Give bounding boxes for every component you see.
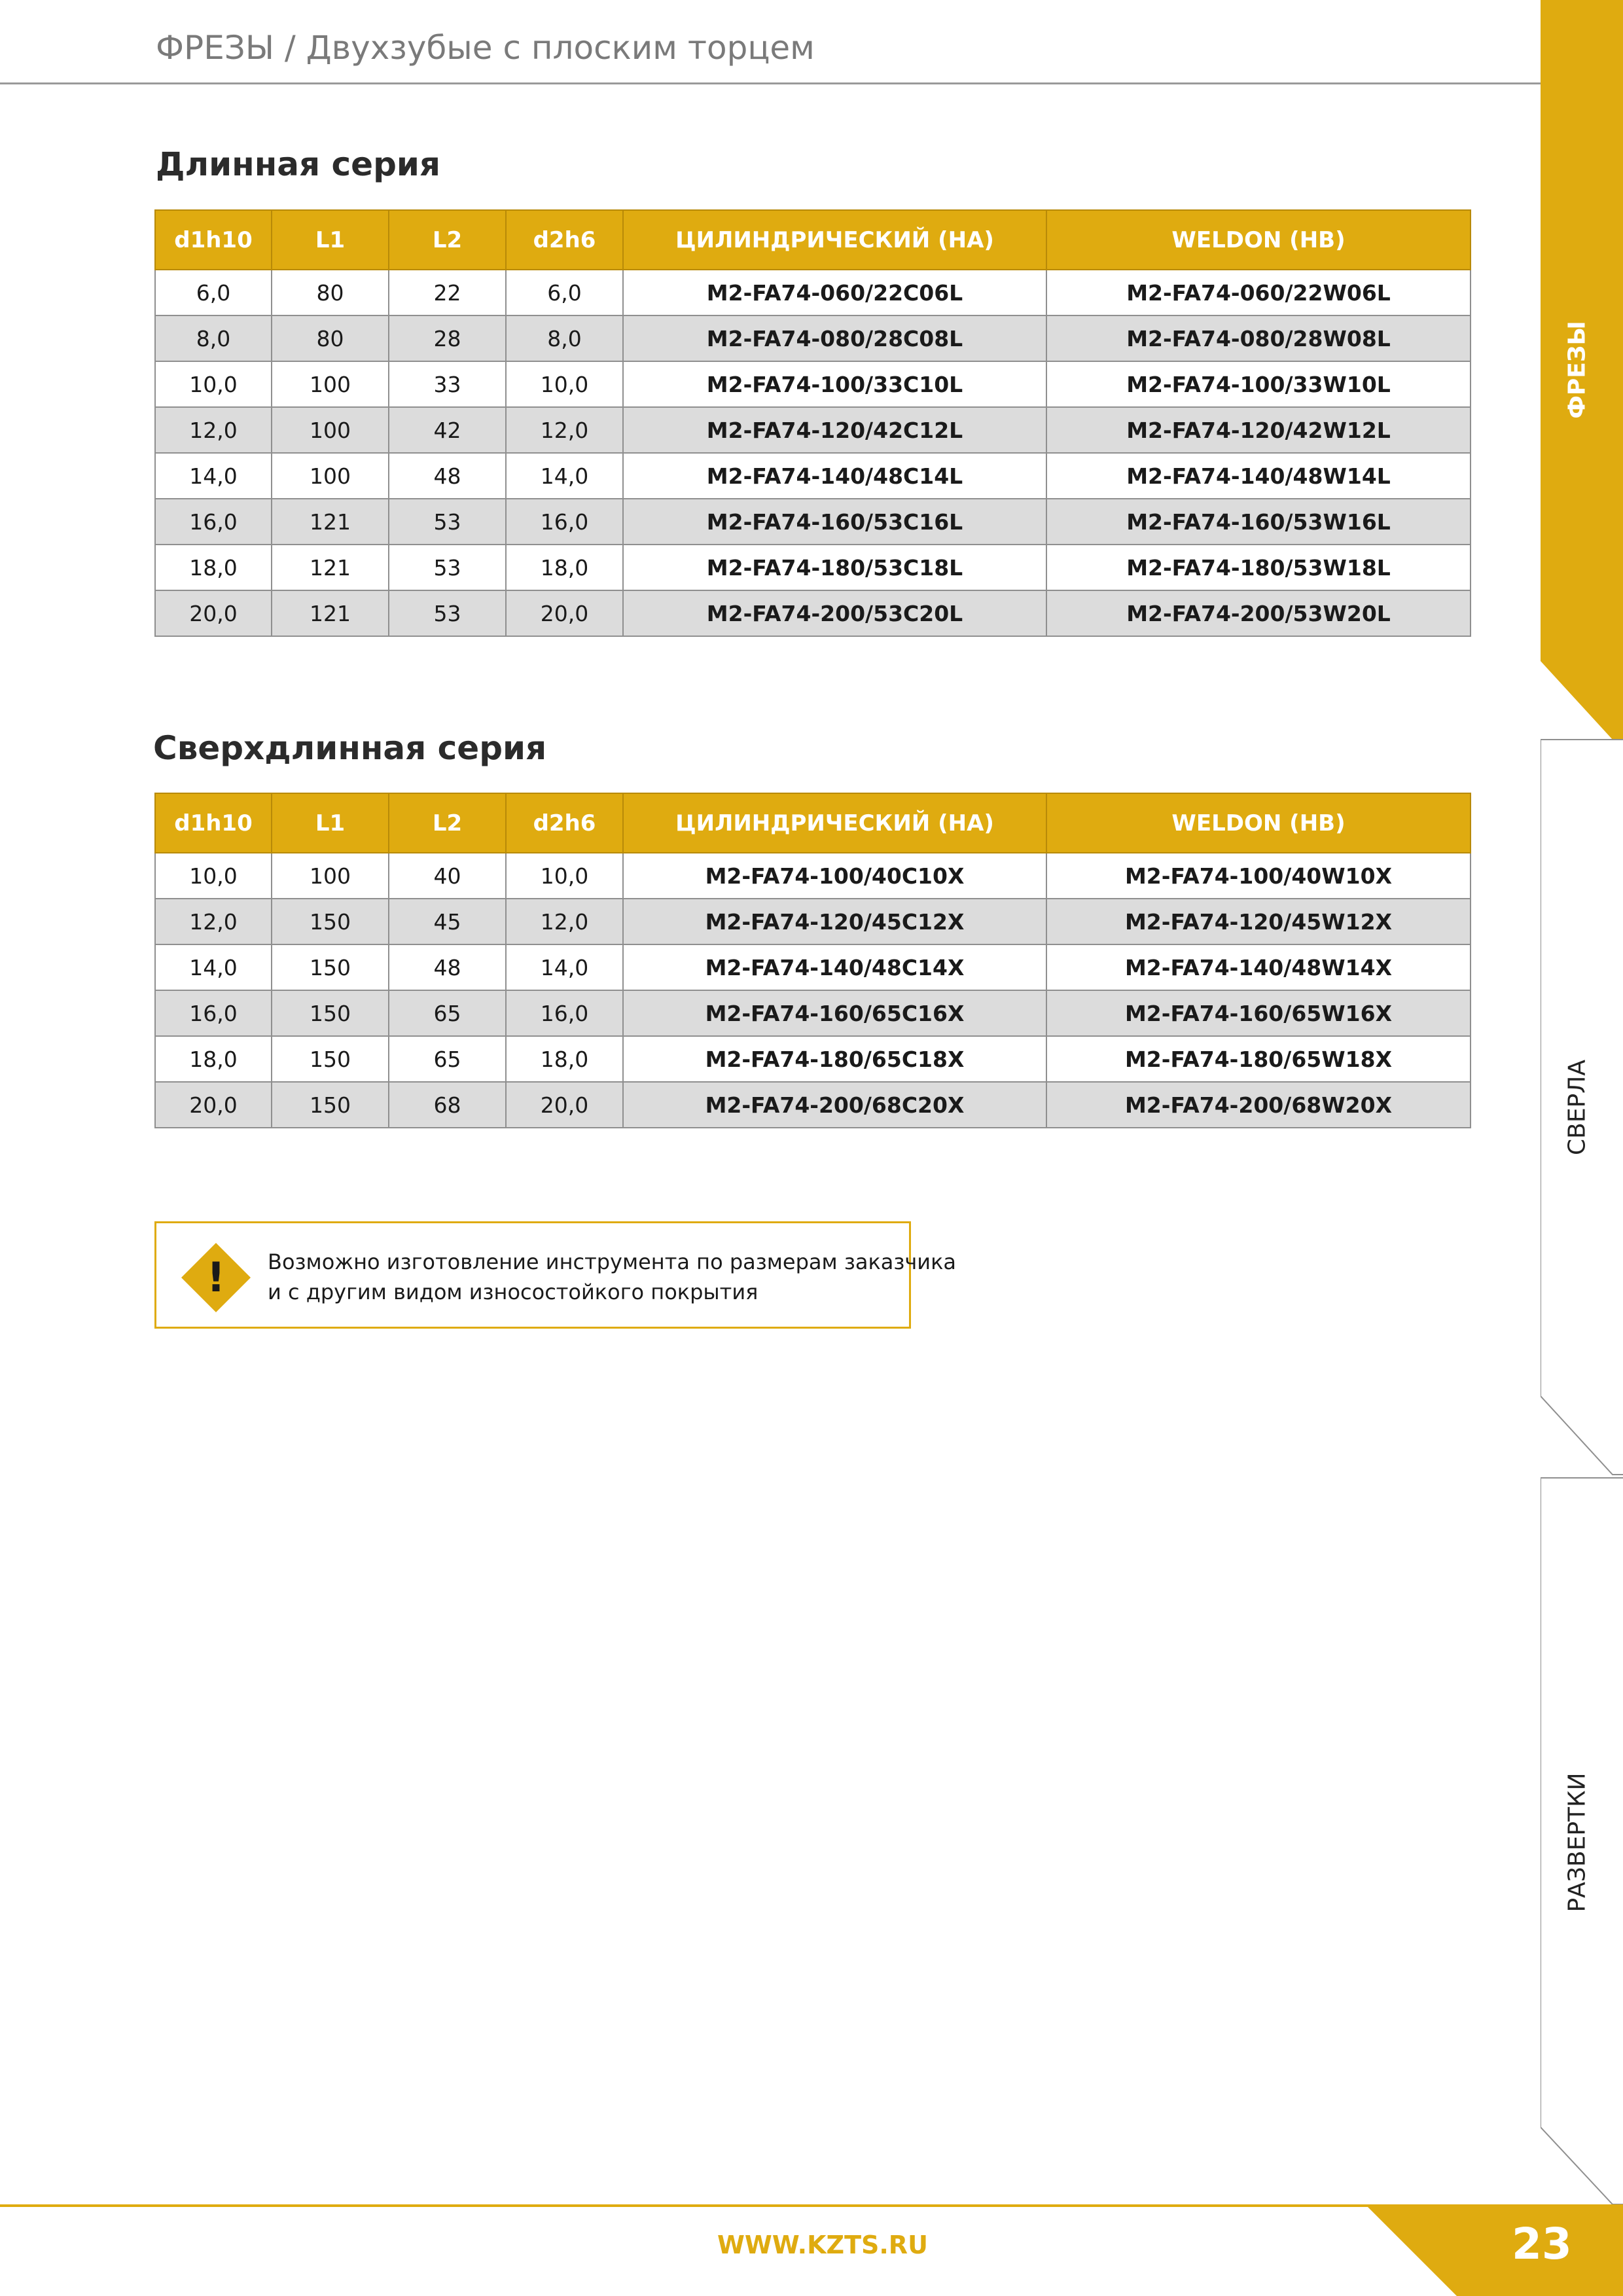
note-box [154,1221,957,1329]
product-code-cell: M2-FA74-080/28C08L [623,315,1046,361]
product-code-cell: M2-FA74-200/68W20X [1046,1082,1471,1128]
dimension-cell: 33 [389,361,506,407]
product-code-cell: M2-FA74-060/22C06L [623,270,1046,315]
column-header: WELDON (HB) [1046,210,1471,270]
dimension-cell: 100 [272,407,389,453]
dimension-cell: 18,0 [155,1036,272,1082]
product-code-cell: M2-FA74-140/48C14X [623,944,1046,990]
spec-table-extra-long-series [154,793,1471,1128]
product-code-cell: M2-FA74-180/53C18L [623,545,1046,590]
dimension-cell: 53 [389,545,506,590]
table-row [155,944,1471,990]
dimension-cell: 18,0 [506,545,623,590]
column-header: L1 [272,793,389,853]
dimension-cell: 53 [389,499,506,545]
table-row [155,545,1471,590]
table-row [155,361,1471,407]
dimension-cell: 6,0 [155,270,272,315]
table-row [155,407,1471,453]
dimension-cell: 20,0 [155,1082,272,1128]
column-header: L1 [272,210,389,270]
column-header: d2h6 [506,793,623,853]
dimension-cell: 65 [389,990,506,1036]
dimension-cell: 18,0 [506,1036,623,1082]
product-code-cell: M2-FA74-200/53C20L [623,590,1046,636]
header-divider [0,82,1542,84]
dimension-cell: 20,0 [506,590,623,636]
product-code-cell: M2-FA74-160/65C16X [623,990,1046,1036]
column-header: ЦИЛИНДРИЧЕСКИЙ (HA) [623,210,1046,270]
dimension-cell: 22 [389,270,506,315]
dimension-cell: 53 [389,590,506,636]
column-header: d2h6 [506,210,623,270]
product-code-cell: M2-FA74-140/48W14L [1046,453,1471,499]
section-title-long-series: Длинная серия [156,145,441,183]
dimension-cell: 121 [272,545,389,590]
product-code-cell: M2-FA74-180/65C18X [623,1036,1046,1082]
dimension-cell: 14,0 [155,453,272,499]
product-code-cell: M2-FA74-100/40C10X [623,853,1046,899]
dimension-cell: 10,0 [155,361,272,407]
dimension-cell: 16,0 [155,499,272,545]
product-code-cell: M2-FA74-180/53W18L [1046,545,1471,590]
dimension-cell: 80 [272,270,389,315]
table-row [155,853,1471,899]
dimension-cell: 150 [272,944,389,990]
dimension-cell: 10,0 [155,853,272,899]
product-code-cell: M2-FA74-060/22W06L [1046,270,1471,315]
table-row [155,499,1471,545]
product-code-cell: M2-FA74-100/40W10X [1046,853,1471,899]
table-header-row [155,793,1471,853]
product-code-cell: M2-FA74-200/53W20L [1046,590,1471,636]
product-code-cell: M2-FA74-140/48C14L [623,453,1046,499]
column-header: L2 [389,793,506,853]
dimension-cell: 121 [272,590,389,636]
table-row [155,315,1471,361]
column-header: L2 [389,210,506,270]
dimension-cell: 14,0 [506,944,623,990]
dimension-cell: 150 [272,899,389,944]
dimension-cell: 16,0 [506,499,623,545]
dimension-cell: 10,0 [506,361,623,407]
product-code-cell: M2-FA74-180/65W18X [1046,1036,1471,1082]
column-header: WELDON (HB) [1046,793,1471,853]
product-code-cell: M2-FA74-140/48W14X [1046,944,1471,990]
dimension-cell: 100 [272,361,389,407]
page-header-title: ФРЕЗЫ / Двухзубые с плоским торцем [156,29,815,67]
product-code-cell: M2-FA74-100/33W10L [1046,361,1471,407]
table-row [155,1082,1471,1128]
table-header-row [155,210,1471,270]
product-code-cell: M2-FA74-160/53W16L [1046,499,1471,545]
side-tab-razvertki-label[interactable]: РАЗВЕРТКИ [1563,1772,1591,1912]
dimension-cell: 12,0 [506,899,623,944]
dimension-cell: 18,0 [155,545,272,590]
dimension-cell: 150 [272,990,389,1036]
column-header: d1h10 [155,793,272,853]
warning-icon [180,1242,252,1314]
table-row [155,1036,1471,1082]
product-code-cell: M2-FA74-120/45C12X [623,899,1046,944]
side-tab-sverla-label[interactable]: СВЕРЛА [1563,1060,1591,1155]
dimension-cell: 68 [389,1082,506,1128]
product-code-cell: M2-FA74-160/53C16L [623,499,1046,545]
warning-icon-glyph: ! [206,1253,226,1301]
dimension-cell: 65 [389,1036,506,1082]
table-row [155,899,1471,944]
dimension-cell: 100 [272,853,389,899]
dimension-cell: 10,0 [506,853,623,899]
product-code-cell: M2-FA74-080/28W08L [1046,315,1471,361]
dimension-cell: 8,0 [506,315,623,361]
table-row [155,990,1471,1036]
product-code-cell: M2-FA74-200/68C20X [623,1082,1046,1128]
spec-table-long-series [154,209,1471,637]
footer-url-link[interactable]: WWW.KZTS.RU [717,2231,928,2259]
note-line: и с другим видом износостойкого покрытия [268,1280,758,1304]
product-code-cell: M2-FA74-100/33C10L [623,361,1046,407]
dimension-cell: 14,0 [506,453,623,499]
page-number-corner [1366,2206,1623,2296]
dimension-cell: 20,0 [155,590,272,636]
product-code-cell: M2-FA74-120/45W12X [1046,899,1471,944]
dimension-cell: 16,0 [155,990,272,1036]
side-tab-frezy-label[interactable]: ФРЕЗЫ [1563,321,1591,419]
table-row [155,270,1471,315]
table-row [155,590,1471,636]
dimension-cell: 100 [272,453,389,499]
dimension-cell: 80 [272,315,389,361]
dimension-cell: 28 [389,315,506,361]
note-line: Возможно изготовление инструмента по размерам заказчика [268,1249,957,1274]
dimension-cell: 40 [389,853,506,899]
dimension-cell: 6,0 [506,270,623,315]
dimension-cell: 150 [272,1082,389,1128]
dimension-cell: 150 [272,1036,389,1082]
dimension-cell: 16,0 [506,990,623,1036]
dimension-cell: 8,0 [155,315,272,361]
table-row [155,453,1471,499]
dimension-cell: 12,0 [506,407,623,453]
dimension-cell: 14,0 [155,944,272,990]
dimension-cell: 20,0 [506,1082,623,1128]
column-header: ЦИЛИНДРИЧЕСКИЙ (HA) [623,793,1046,853]
product-code-cell: M2-FA74-120/42C12L [623,407,1046,453]
dimension-cell: 121 [272,499,389,545]
section-title-extra-long-series: Сверхдлинная серия [153,729,547,767]
dimension-cell: 12,0 [155,899,272,944]
dimension-cell: 45 [389,899,506,944]
product-code-cell: M2-FA74-120/42W12L [1046,407,1471,453]
column-header: d1h10 [155,210,272,270]
page-number: 23 [1512,2219,1572,2269]
dimension-cell: 12,0 [155,407,272,453]
product-code-cell: M2-FA74-160/65W16X [1046,990,1471,1036]
note-text [268,1247,956,1307]
dimension-cell: 48 [389,453,506,499]
dimension-cell: 48 [389,944,506,990]
dimension-cell: 42 [389,407,506,453]
